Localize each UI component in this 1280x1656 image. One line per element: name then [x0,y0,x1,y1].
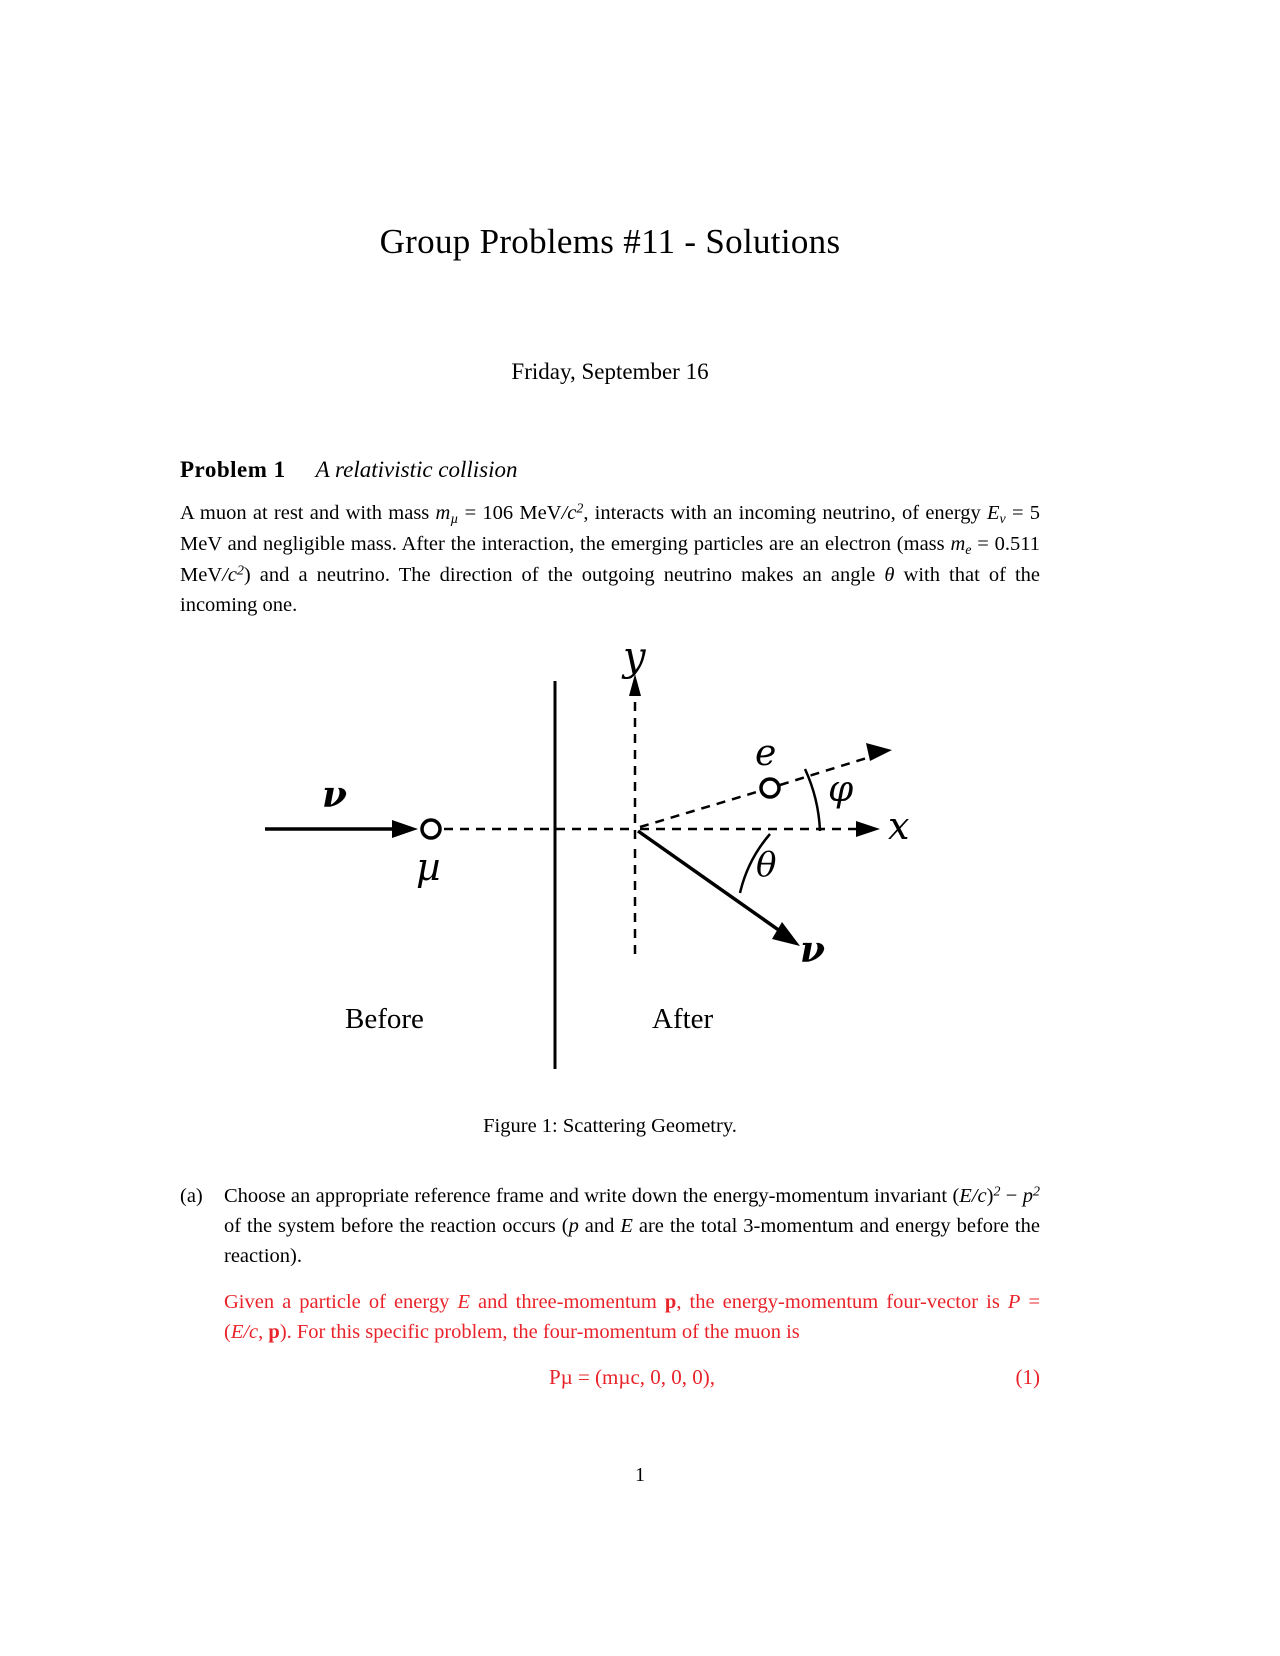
part-a-question: Choose an appropriate reference frame and write down the energy-momentum invariant $(E/c)^2 - p^2$ of the system before the reaction occurs (p and E are the total 3-momentum and energy before the reaction). [224,1185,1040,1268]
problem-statement: A muon at rest and with mass $m_\mu = 106$ MeV/$c^2$, interacts with an incoming neutrino, of energy $E_\nu = 5$ MeV and negligible mass. After the interaction, the emerging particles are an electron (mass $m_e = 0.511$ MeV/$c^2$) and a neutrino. The direction of the outgoing neutrino makes an angle θ with that of the incoming one. [180,501,1041,617]
figure-caption: Figure 1: Scattering Geometry. [483,1115,737,1138]
problem-heading [180,457,1040,483]
page-title: Group Problems #11 - Solutions [379,222,841,261]
part-a [180,1182,1040,1392]
part-a-label: (a) [180,1185,203,1208]
part-a-answer: Given a particle of energy E and three-momentum p, the energy-momentum four-vector is P = (E/c, p). For this specific problem, the four-momentum of the muon is [224,1291,1041,1343]
part-a-body [224,1182,1040,1392]
electron-particle-marker [761,779,779,797]
figure-label-electron: e [755,733,777,775]
muon-particle-marker [422,820,440,838]
electron-dashed-upper [780,757,870,785]
x-axis-arrowhead [856,821,880,837]
incoming-neutrino-arrowhead [392,820,418,838]
page-content [180,0,1040,1393]
document-date: Friday, September 16 [511,359,709,384]
figure-label-angle-theta: θ [756,845,777,886]
problem-number: Problem 1 [180,457,286,482]
figure-svg [180,639,1040,1109]
electron-arrowhead [866,743,892,761]
figure-label-outgoing-neutrino: ν [800,929,825,972]
part-a-equation-number: (1) [1015,1364,1040,1389]
outgoing-neutrino-arrowhead [772,922,800,946]
figure-label-angle-phi: φ [828,769,854,811]
page-number: 1 [635,1464,645,1486]
figure-label-x: x [888,804,910,849]
figure-label-before: Before [345,1003,424,1036]
electron-dashed-lower [640,791,760,827]
part-a-equation: Pµ = (mµc, 0, 0, 0), [548,1364,716,1389]
part-a-equation-row [224,1362,1040,1393]
figure-label-y: y [623,634,646,681]
figure-label-after: After [652,1003,714,1036]
figure-label-muon: µ [416,845,441,890]
figure-label-incoming-neutrino: ν [322,774,347,817]
angle-phi-arc [805,769,820,831]
scattering-geometry-figure [180,634,1040,1109]
problem-title: A relativistic collision [315,457,518,482]
